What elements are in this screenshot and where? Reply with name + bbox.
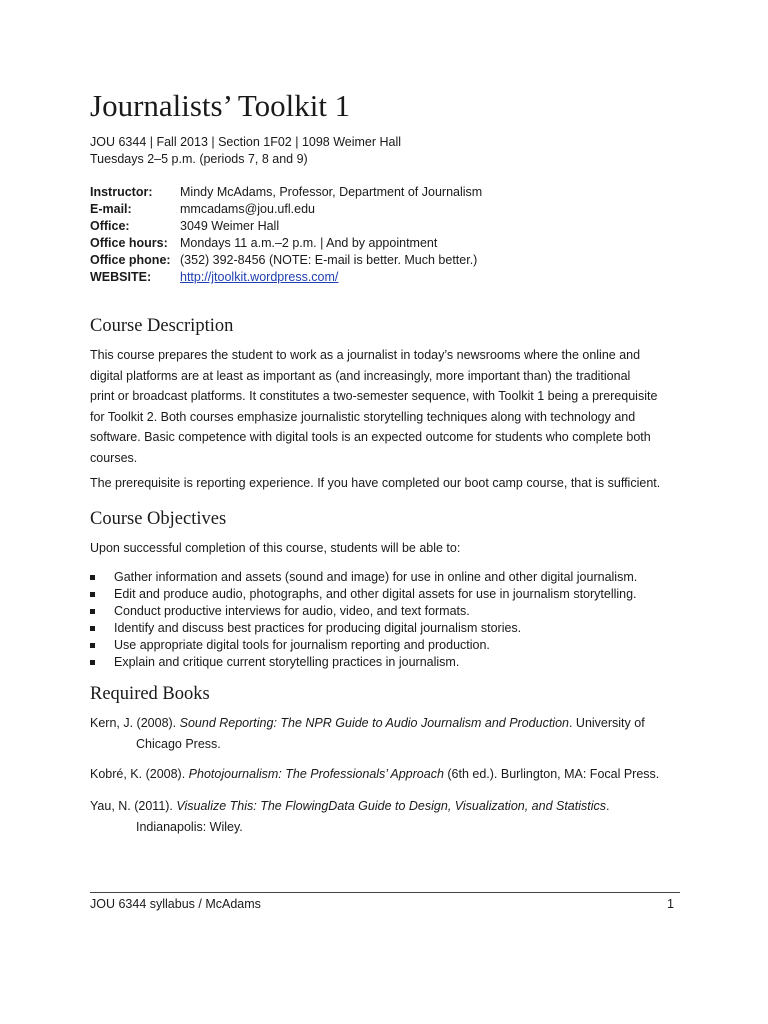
info-value: (352) 392-8456 (NOTE: E-mail is better. Much better.) <box>180 253 478 267</box>
info-label: Office: <box>90 219 130 233</box>
prerequisite-paragraph: The prerequisite is reporting experience. If you have completed our boot camp course, that is sufficient. <box>90 476 661 490</box>
list-item <box>90 637 637 654</box>
course-meta <box>90 134 401 168</box>
bullet-icon <box>90 609 95 614</box>
bullet-icon <box>90 592 95 597</box>
description-line: courses. <box>90 450 138 465</box>
section-heading-description: Course Description <box>90 316 234 336</box>
info-row-instructor <box>90 184 482 201</box>
info-row-office-hours <box>90 235 482 252</box>
book-author: Kobré, K. (2008). <box>90 767 189 781</box>
page-number: 1 <box>667 897 674 911</box>
book-continuation: Chicago Press. <box>136 737 221 751</box>
objective-text: Use appropriate digital tools for journalism reporting and production. <box>114 638 490 652</box>
book-publisher: (6th ed.). Burlington, MA: Focal Press. <box>443 767 660 781</box>
description-line: software. Basic competence with digital tools is an expected outcome for students who complete both <box>90 430 651 444</box>
info-row-email <box>90 201 482 218</box>
bullet-icon <box>90 626 95 631</box>
book-title: Photojournalism: The Professionals’ Approach <box>188 767 444 781</box>
book-entry-kern <box>90 713 680 755</box>
info-value: 3049 Weimer Hall <box>180 219 280 233</box>
description-paragraph <box>90 345 680 468</box>
footer-divider <box>90 892 680 893</box>
objectives-intro: Upon successful completion of this course, students will be able to: <box>90 541 461 555</box>
page-title: Journalists’ Toolkit 1 <box>90 88 351 123</box>
footer-text: JOU 6344 syllabus / McAdams <box>90 897 261 911</box>
info-row-office-phone <box>90 252 482 269</box>
book-author: Kern, J. (2008). <box>90 716 180 730</box>
section-heading-objectives: Course Objectives <box>90 509 227 529</box>
list-item <box>90 569 637 586</box>
list-item <box>90 620 637 637</box>
instructor-info <box>90 184 482 286</box>
info-row-website <box>90 269 482 286</box>
info-value: mmcadams@jou.ufl.edu <box>180 202 315 216</box>
description-line: digital platforms are at least as important as (and increasingly, more important than) the traditional <box>90 368 631 383</box>
book-title: Sound Reporting: The NPR Guide to Audio Journalism and Production <box>179 716 569 730</box>
description-line: for Toolkit 2. Both courses emphasize journalistic storytelling techniques along with technology and <box>90 409 636 424</box>
objective-text: Explain and critique current storytelling practices in journalism. <box>114 655 460 669</box>
list-item <box>90 654 637 671</box>
list-item <box>90 603 637 620</box>
info-label: WEBSITE: <box>90 270 152 284</box>
objective-text: Conduct productive interviews for audio, video, and text formats. <box>114 604 470 618</box>
description-line: This course prepares the student to work as a journalist in today’s newsrooms where the online and <box>90 348 641 362</box>
objectives-list <box>90 569 637 671</box>
bullet-icon <box>90 643 95 648</box>
book-publisher: . University of <box>568 716 645 730</box>
description-line: print or broadcast platforms. It constitutes a two-semester sequence, with Toolkit 1 being a prerequisite <box>90 389 658 403</box>
bullet-icon <box>90 575 95 580</box>
book-continuation: Indianapolis: Wiley. <box>136 820 243 834</box>
book-publisher: . <box>606 799 610 813</box>
website-link[interactable]: http://jtoolkit.wordpress.com/ <box>180 270 339 284</box>
info-value: Mondays 11 a.m.–2 p.m. | And by appointment <box>180 236 438 250</box>
bullet-icon <box>90 660 95 665</box>
course-line: JOU 6344 | Fall 2013 | Section 1F02 | 1098 Weimer Hall <box>90 135 402 149</box>
info-label: Office hours: <box>90 236 168 250</box>
book-entry-kobre <box>90 764 680 785</box>
book-author: Yau, N. (2011). <box>90 799 177 813</box>
info-label: Instructor: <box>90 185 153 199</box>
info-label: E-mail: <box>90 202 132 216</box>
time-line: Tuesdays 2–5 p.m. (periods 7, 8 and 9) <box>90 152 308 166</box>
objective-text: Edit and produce audio, photographs, and other digital assets for use in journalism storytelling. <box>114 587 637 601</box>
objective-text: Identify and discuss best practices for producing digital journalism stories. <box>114 621 522 635</box>
info-row-office <box>90 218 482 235</box>
list-item <box>90 586 637 603</box>
section-heading-books: Required Books <box>90 684 210 704</box>
objective-text: Gather information and assets (sound and image) for use in online and other digital journalism. <box>114 570 638 584</box>
book-title: Visualize This: The FlowingData Guide to Design, Visualization, and Statistics <box>176 799 607 813</box>
book-entry-yau <box>90 796 680 838</box>
info-value: Mindy McAdams, Professor, Department of Journalism <box>180 185 483 199</box>
info-label: Office phone: <box>90 253 171 267</box>
